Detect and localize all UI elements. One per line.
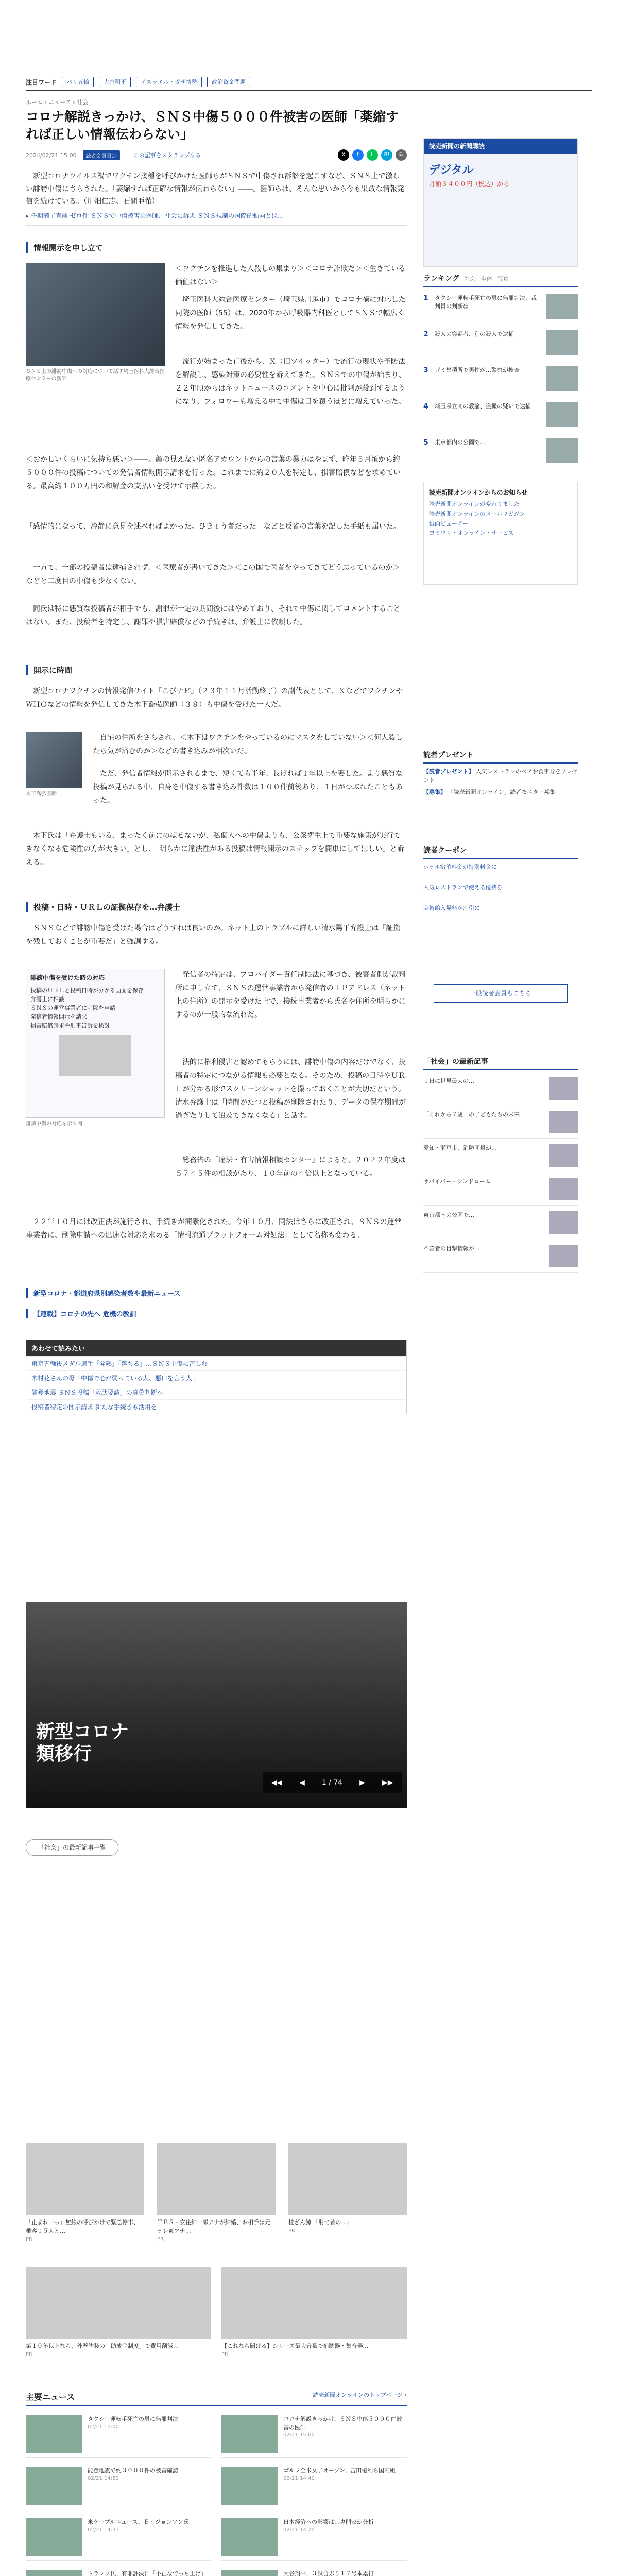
- news-date: 02/21 15:00: [283, 2432, 315, 2438]
- member-badge: 読者会員限定: [83, 150, 120, 160]
- news-thumb: [221, 2570, 278, 2576]
- infobox-item: 発信者情報開示を請求: [30, 1013, 87, 1020]
- rank-number: 2: [423, 330, 428, 338]
- promo-image: [157, 2143, 276, 2215]
- social-thumb: [549, 1211, 578, 1234]
- rank-thumb: [546, 366, 578, 391]
- gallery-overlay-text: 新型コロナ 類移行: [36, 1721, 129, 1765]
- coupon-item[interactable]: 美術館入場料が割引に: [423, 905, 480, 911]
- article-date: 2024/02/21 15:00: [26, 151, 77, 159]
- next-single-icon[interactable]: ▶: [359, 1778, 365, 1787]
- infobox-caption: 誹謗中傷の対応を示す図: [26, 1121, 82, 1127]
- infobox-item: 投稿のＵＲＬと投稿日時が分かる画面を保存: [30, 987, 144, 994]
- ranking-item[interactable]: [423, 291, 578, 326]
- news-thumb: [26, 2415, 82, 2453]
- present-tag: 【読者プレゼント】: [423, 768, 474, 775]
- social-thumb: [549, 1245, 578, 1267]
- infobox-item: 損害賠償請求や刑事告訴を検討: [30, 1022, 110, 1029]
- article-paragraph: 総務省の「違法・有害情報相談センター」によると、２０２２年度は５７４５件の相談があり、１０年前の４倍以上となっている。: [175, 1156, 406, 1178]
- share-icons: [338, 149, 407, 161]
- service-box-title: 読売新聞オンラインからのお知らせ: [429, 489, 528, 496]
- promo-item[interactable]: [26, 2267, 211, 2359]
- section-heading: 情報開示を申し立て: [26, 242, 407, 253]
- line-share-icon[interactable]: L: [367, 149, 378, 161]
- related-item[interactable]: 投稿者特定の開示請求 新たな手続きも活用を: [26, 1399, 406, 1414]
- news-item[interactable]: [26, 2463, 211, 2509]
- prev-icon[interactable]: ◀◀: [271, 1778, 283, 1787]
- article-paragraph: 「感情的になって、冷静に意見を述べればよかった。ひきょう者だった」などと反省の言葉を記した手紙も届いた。: [26, 522, 401, 531]
- general-member-button[interactable]: 一般読者会員もこちら: [434, 984, 568, 1003]
- article-lead: 新型コロナウイルス禍でワクチン接種を呼びかけた医師らがＳＮＳで中傷され訴訟を起こすなど、ＳＮＳ上で激しい誹謗中傷にさらされた。「萎縮すれば正確な情報が伝わらない」――。医師らは、そんな思いから今も果敢な情報発信を続けている。（川畑仁志、石間亜希）: [26, 172, 404, 206]
- present-text: 「読売新聞オンライン」読者モニター募集: [448, 789, 556, 795]
- related-articles-box: [26, 1340, 407, 1414]
- infobox-item: 弁護士に相談: [30, 995, 64, 1003]
- photo-caption: ＳＮＳ上の誹謗中傷への対応について話す埼玉医科大総合医療センターの医師: [26, 369, 165, 382]
- news-date: 02/21 14:31: [88, 2527, 119, 2533]
- ranking-tab[interactable]: 全体: [480, 276, 492, 282]
- present-text: 人気レストランのペアお食事券をプレゼント: [423, 768, 578, 784]
- news-item[interactable]: [26, 2411, 211, 2458]
- social-text: 不審者の目撃情報が…: [423, 1245, 480, 1252]
- promo-source: PR: [26, 2351, 32, 2358]
- latest-articles-button[interactable]: 「社会」の最新記事一覧: [26, 1839, 118, 1856]
- promo-title: 桂ざん鯨 「肘で首の…」: [288, 2219, 353, 2226]
- social-item[interactable]: [423, 1208, 578, 1239]
- related-item[interactable]: 能登地震 ＳＮＳ投稿「救助要請」の真偽判断へ: [26, 1385, 406, 1399]
- promo-image: [221, 2267, 407, 2339]
- news-thumb: [26, 2467, 82, 2505]
- ad-headline: デジタル: [429, 164, 474, 177]
- rank-text: ゴミ集積所で男性が…警察が捜査: [435, 367, 520, 374]
- trending-pill[interactable]: 大谷翔平: [99, 77, 131, 87]
- news-text: タクシー運転手死亡の男に無罪判決: [88, 2416, 178, 2422]
- social-text: サバイバー・シンドローム: [423, 1178, 491, 1185]
- promo-source: PR: [157, 2236, 164, 2242]
- infobox-title: 誹謗中傷を受けた時の対応: [30, 974, 105, 981]
- news-thumb: [221, 2467, 278, 2505]
- ad-price: 月額３４００円（税込）から: [429, 180, 510, 188]
- rank-thumb: [546, 294, 578, 319]
- news-date: 02/21 14:52: [88, 2475, 119, 2481]
- promo-item[interactable]: [288, 2143, 407, 2235]
- ad-header: 読売新聞の新聞購読: [424, 139, 577, 154]
- inline-link[interactable]: 【連載】コロナの先へ 危機の教訓: [26, 1309, 407, 1318]
- rank-text: 東京都内の公園で…: [435, 439, 486, 446]
- social-thumb: [549, 1111, 578, 1133]
- coupon-item[interactable]: ホテル宿泊料金が特別料金に: [423, 863, 497, 870]
- rank-thumb: [546, 402, 578, 427]
- doctor-photo: [26, 263, 165, 366]
- news-item[interactable]: [221, 2411, 407, 2458]
- service-box: [423, 482, 578, 585]
- news-text: 能登地震で約３０００件の被害確認: [88, 2467, 178, 2474]
- present-item[interactable]: [423, 768, 578, 785]
- social-text: 東京都内の公園で…: [423, 1212, 474, 1218]
- promo-image: [26, 2267, 211, 2339]
- present-tag: 【募集】: [423, 789, 446, 795]
- ranking-item[interactable]: [423, 435, 578, 470]
- ranking-item[interactable]: [423, 327, 578, 362]
- news-thumb: [221, 2415, 278, 2453]
- ranking-title: ランキング: [423, 275, 459, 283]
- article-paragraph: ＳＮＳなどで誹謗中傷を受けた場合はどうすれば良いのか。ネット上のトラブルに詳しい清水陽平弁護士は「証拠を残しておくことが重要だ」と強調する。: [26, 924, 401, 946]
- trending-pill[interactable]: イスラエル・ガザ情勢: [136, 77, 202, 87]
- main-news-heading: [26, 2391, 407, 2406]
- related-link[interactable]: ▸ 任期満了直前 ゼロ件 ＳＮＳで中傷被害の医師、社会に訴え ＳＮＳ規制の国際的動向とは…: [26, 211, 407, 226]
- section-heading: 投稿・日時・ＵＲＬの証拠保存を…弁護士: [26, 902, 407, 912]
- promo-image: [288, 2143, 407, 2215]
- news-text: トランプ氏、有罪評決に「不正なでっち上げ」: [88, 2570, 207, 2576]
- photo-caption: 木下喬弘医師: [26, 791, 57, 797]
- coupon-item[interactable]: 人気レストランで使える優待券: [423, 884, 503, 891]
- top-page-link[interactable]: 読売新聞オンラインのトップページ ›: [313, 2392, 407, 2398]
- related-item[interactable]: 東京五輪後メダル選手「発熱」「落ちる」…ＳＮＳ中傷に苦しむ: [26, 1356, 406, 1370]
- news-date: 02/21 14:20: [283, 2527, 315, 2533]
- news-text: 米ケーブルニュース、Ｅ・ジョンソン氏: [88, 2519, 189, 2526]
- gallery-controls: [263, 1772, 402, 1793]
- service-link[interactable]: ヨミウリ・オンライン・サービス: [429, 530, 514, 537]
- news-date: 02/21 14:40: [283, 2475, 315, 2481]
- rank-thumb: [546, 330, 578, 355]
- x-share-icon[interactable]: X: [338, 149, 349, 161]
- article-paragraph: 自宅の住所をさらされ、＜木下はワクチンをやっているのにマスクをしていない＞＜何人殺したら気が済むのか＞などの書き込みが相次いだ。: [93, 734, 403, 755]
- rank-number: 4: [423, 402, 428, 411]
- hatena-share-icon[interactable]: B!: [381, 149, 392, 161]
- coupon-heading: 読者クーポン: [423, 845, 578, 859]
- promo-item[interactable]: [26, 2143, 144, 2243]
- ranking-item[interactable]: [423, 363, 578, 398]
- trending-pill[interactable]: パリ五輪: [62, 77, 94, 87]
- promo-source: PR: [221, 2351, 228, 2358]
- breadcrumb[interactable]: ホーム › ニュース › 社会: [26, 99, 89, 106]
- article-paragraph: ただ、発信者情報が開示されるまで、短くても半年、長ければ１年以上を要した。より悪質な投稿が見られる中、自身を中傷する書き込み件数は１００件前後あり、１日がつぶれたこともあった。: [93, 770, 403, 805]
- promo-source: PR: [26, 2236, 32, 2242]
- service-link[interactable]: 読売新聞オンラインが変わりました: [429, 501, 520, 508]
- promo-item[interactable]: [221, 2267, 407, 2359]
- article-paragraph: 新型コロナワクチンの情報発信サイト「こびナビ」（２３年１１月活動終了）の副代表として、ＸなどでワクチンやＷＨＯなどの情報を発信してきた木下喬弘医師（３８）も中傷を受けた一人だ。: [26, 687, 403, 709]
- promo-title: 「止まれ一っ」無線の呼びかけで緊急停車、乗客１５人と…: [26, 2219, 139, 2234]
- rank-text: 殺人の容疑者、別の殺人で逮捕: [435, 331, 514, 337]
- social-item[interactable]: [423, 1242, 578, 1273]
- facebook-share-icon[interactable]: f: [352, 149, 364, 161]
- promo-item[interactable]: [157, 2143, 276, 2243]
- news-text: 日本経済への影響は…専門家が分析: [283, 2519, 374, 2526]
- social-text: 愛知・瀬戸市、消防団員が…: [423, 1145, 497, 1151]
- article-paragraph: 同氏は特に悪質な投稿者が相手でも、謝罪が一定の期間後にはやめており、それで中傷に関してコメントすることはない。また、投稿者を特定し、謝罪や損害賠償などの手続きは、弁護士に依頼した。: [26, 605, 401, 626]
- social-thumb: [549, 1077, 578, 1100]
- service-link[interactable]: 紙面ビューアー: [429, 520, 469, 527]
- rank-number: 5: [423, 438, 428, 447]
- promo-source: PR: [288, 2228, 295, 2234]
- social-item[interactable]: [423, 1141, 578, 1172]
- article-paragraph: 一方で、一部の投稿者は逮捕されず、＜医療者が書いてきた＞＜この国で医者をやってきてどう思っているのか＞などと二度目の中傷も少なくない。: [26, 564, 400, 585]
- social-item[interactable]: [423, 1175, 578, 1206]
- rank-number: 1: [423, 294, 428, 302]
- promo-image: [26, 2143, 144, 2215]
- inline-link[interactable]: 新型コロナ・都道府県別感染者数や最新ニュース: [26, 1288, 407, 1298]
- news-thumb: [221, 2518, 278, 2556]
- promo-title: 【これなら聞ける】シリーズ最大音量で補聴器・集音器…: [221, 2343, 369, 2349]
- infobox-item: ＳＮＳの運営事業者に削除を申請: [30, 1004, 115, 1011]
- rank-thumb: [546, 438, 578, 463]
- news-date: 02/21 15:00: [88, 2424, 119, 2430]
- news-item[interactable]: [221, 2566, 407, 2576]
- next-icon[interactable]: ▶▶: [382, 1778, 393, 1787]
- rank-number: 3: [423, 366, 428, 375]
- promo-title: 第１０年以上なら、外壁塗装の「助成金制度」で費用削減…: [26, 2343, 179, 2349]
- doctor2-photo: [26, 732, 82, 788]
- social-item[interactable]: [423, 1108, 578, 1139]
- social-heading: 「社会」の最新記事: [423, 1056, 578, 1070]
- scrap-button[interactable]: この記事をスクラップする: [133, 152, 201, 159]
- subscription-ad[interactable]: [423, 138, 578, 267]
- infobox-illustration: [59, 1035, 131, 1076]
- news-item[interactable]: [221, 2514, 407, 2561]
- service-link[interactable]: 読売新聞オンラインのメールマガジン: [429, 511, 525, 518]
- trending-pill[interactable]: 政治資金問題: [207, 77, 250, 87]
- rank-text: 埼玉県立高の教諭、盗撮の疑いで逮捕: [435, 403, 531, 410]
- gallery-counter: 1 / 74: [321, 1778, 343, 1787]
- article-paragraph: 埼玉医科大総合医療センター（埼玉県川越市）でコロナ禍に対応した同院の医師（55）は、2020年から呼吸器内科医としてＳＮＳで幅広く情報を発信してきた。: [175, 296, 406, 331]
- article-paragraph: 木下氏は「弁護士もいる、まったく前にのばせないが、私個人への中傷よりも、公衆衛生上で重要な施策が実行できなくなる危険性の方が大きい」とし、「明らかに違法性がある投稿は情報開示のステップを簡単にしてほしい」と訴える。: [26, 832, 404, 867]
- news-text: コロナ解説きっかけ、ＳＮＳ中傷５０００件被害の医師: [283, 2416, 402, 2431]
- trending-label: 注目ワード: [26, 78, 57, 86]
- article-paragraph: ＜ワクチンを推進した人殺しの集まり＞＜コロナ詐欺だ＞＜生きている価値はない＞: [175, 265, 406, 286]
- article-paragraph: ２２年１０月には改正法が施行され、手続きが簡素化された。今年１０月、同法はさらに改正され、ＳＮＳの運営事業者に、削除申請への迅速な対応を求める「情報流通プラットフォーム対処法」として名称も変わる。: [26, 1218, 402, 1240]
- ranking-tab[interactable]: 写真: [497, 276, 509, 282]
- promo-title: ＴＢＳ・安住紳一郎アナが結婚、お相手は元テレ東アナ…: [157, 2219, 270, 2234]
- news-thumb: [26, 2570, 82, 2576]
- social-item[interactable]: [423, 1074, 578, 1105]
- news-thumb: [26, 2518, 82, 2556]
- prev-single-icon[interactable]: ◀: [299, 1778, 305, 1787]
- related-item[interactable]: 木村花さんの母「中傷で心が弱っている人、悪口を言う人」: [26, 1370, 406, 1385]
- trending-nav: [26, 76, 592, 88]
- photo-gallery[interactable]: [26, 1602, 407, 1808]
- social-text: １日に世界最大の…: [423, 1078, 474, 1084]
- ranking-item[interactable]: [423, 399, 578, 434]
- link-share-icon[interactable]: ⧉: [396, 149, 407, 161]
- news-text: 大谷翔平、３試合ぶり１７号本塁打: [283, 2570, 374, 2576]
- social-thumb: [549, 1144, 578, 1167]
- social-thumb: [549, 1178, 578, 1200]
- present-item[interactable]: [423, 788, 578, 797]
- ranking-heading: [423, 273, 578, 287]
- news-item[interactable]: [26, 2566, 211, 2576]
- section-heading: 開示に時間: [26, 665, 407, 675]
- present-heading: 読者プレゼント: [423, 750, 578, 764]
- article-title: コロナ解説きっかけ、ＳＮＳ中傷５０００件被害の医師「薬縮すれば正しい情報伝わらない」: [26, 109, 399, 142]
- news-item[interactable]: [26, 2514, 211, 2561]
- news-item[interactable]: [221, 2463, 407, 2509]
- related-box-title: あわせて読みたい: [26, 1340, 406, 1356]
- social-text: 「これから７歳」の子どもたちの未来: [423, 1111, 520, 1118]
- header-divider: [26, 90, 592, 91]
- infobox: [26, 969, 165, 1118]
- article-paragraph: 法的に権利侵害と認めてもらうには、誹謗中傷の内容だけでなく、投稿者の特定につながる情報も必要となる。そのため、投稿の日時やＵＲＬが分かる形でスクリーンショットを撮っておくことが大切だという。清水弁護士は「時間がたつと投稿が削除されたり、データの保存期間が過ぎたりして追及できなくなる」と話す。: [175, 1058, 406, 1120]
- article-meta: [26, 149, 407, 161]
- rank-text: タクシー運転手死亡の男に無罪判決、裁判員の判断は: [435, 295, 537, 310]
- ranking-tab[interactable]: 社会: [464, 276, 476, 282]
- main-news-title: 主要ニュース: [26, 2392, 75, 2402]
- article-paragraph: 発信者の特定は、プロバイダー責任制限法に基づき、被害者側が裁判所に申し立て、ＳＮＳの運営事業者から発信者のＩＰアドレス（ネット上の住所）の開示を受けた上で、接続事業者から氏名や住所を明らかにするのが一般的な流れだ。: [175, 971, 406, 1019]
- news-text: ゴルフ全米女子オープン、吉田優利ら国内組: [283, 2467, 396, 2474]
- article-paragraph: 流行が始まった直後から、Ｘ（旧ツイッター）で流行の現状や予防法を解説し、感染対策の必要性を訴えてきた。ＳＮＳでの中傷が始まり、２２年頃からはネットニュースのコメントを中心に批判が殺到するようになり、フォロワーも増える中で中傷は目を覆うほどに増えていった。: [175, 358, 406, 406]
- article-paragraph: ＜おかしいくらいに気持ち悪い＞――。顔の見えない匿名アカウントからの言葉の暴力はやまず、昨年５月頃から約５０００件の投稿についての発信者情報開示請求を行った。これまでに約２０人を特定し、損害賠償などを求めている。最高約１００万円の和解金の支払いを受けて示談した。: [26, 455, 401, 490]
